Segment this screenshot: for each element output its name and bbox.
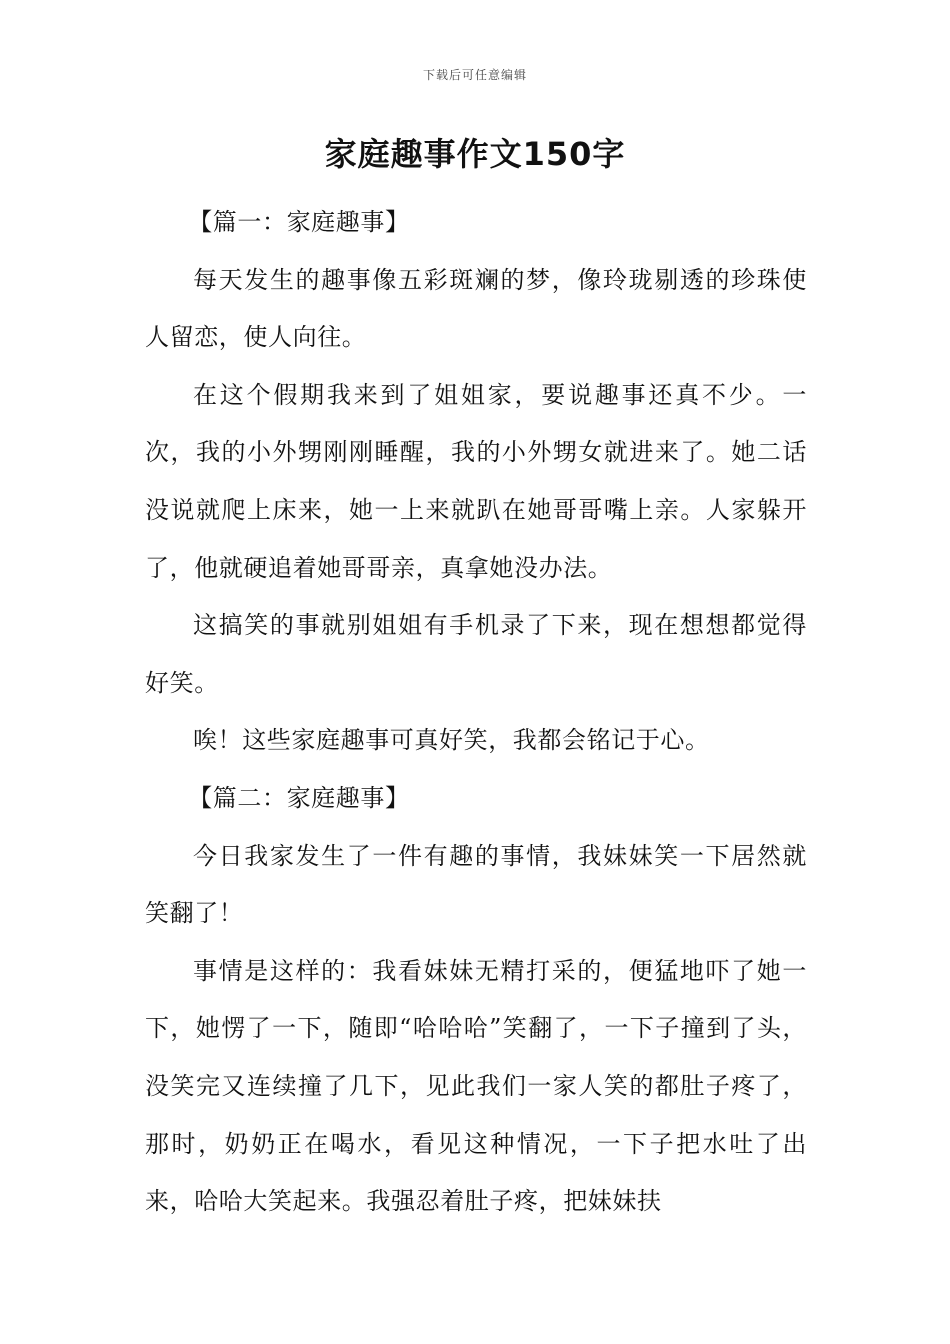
section-heading: 【篇二：家庭趣事】 [188, 783, 410, 812]
header-note: 下载后可任意编辑 [422, 68, 527, 82]
paragraph: 每天发生的趣事像五彩斑斓的梦，像玲珑剔透的珍珠使人留恋，使人向往。 [145, 265, 807, 352]
paragraph: 这搞笑的事就别姐姐有手机录了下来，现在想想都觉得好笑。 [145, 611, 807, 697]
paragraph: 唉！这些家庭趣事可真好笑，我都会铭记于心。 [193, 726, 710, 755]
paragraph: 在这个假期我来到了姐姐家，要说趣事还真不少。一次，我的小外甥刚刚睡醒，我的小外甥女就进来了。她二话没说就爬上床来，她一上来就趴在她哥哥嘴上亲。人家躲开了，他就硬追着她哥哥亲，真拿她没办法。 [145, 380, 807, 582]
section-heading: 【篇一：家庭趣事】 [188, 208, 410, 236]
paragraph: 事情是这样的：我看妹妹无精打采的，便猛地吓了她一下，她愣了一下，随即“哈哈哈”笑翻了，一下子撞到了头，没笑完又连续撞了几下，见此我们一家人笑的都肚子疼了，那时，奶奶正在喝水，看见这种情况，一下子把水吐了出来，哈哈大笑起来。我强忍着肚子疼，把妹妹扶 [145, 956, 807, 1216]
document-body [145, 194, 807, 1231]
paragraph: 今日我家发生了一件有趣的事情，我妹妹笑一下居然就笑翻了！ [145, 841, 807, 928]
document-title: 家庭趣事作文150字 [324, 135, 626, 173]
